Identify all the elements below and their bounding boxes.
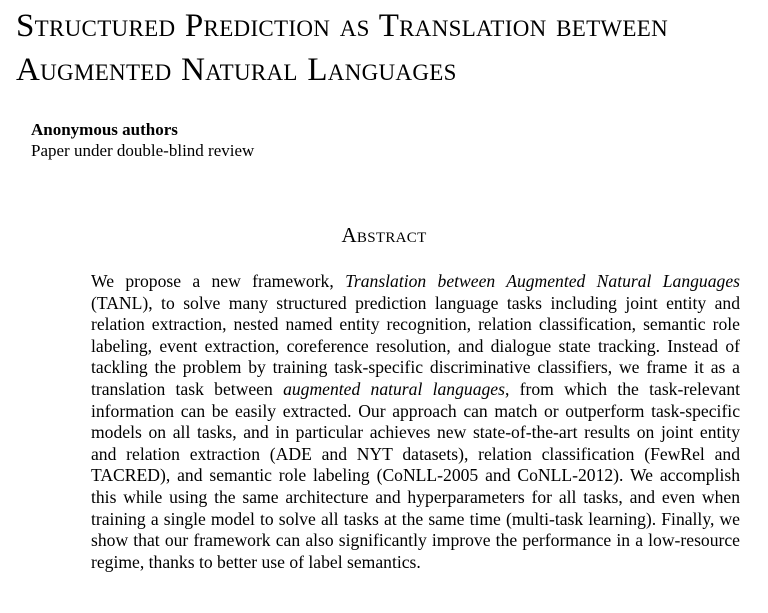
abstract-sentence-2: (TANL), to solve many structured prediction language tasks including joint entity and relation extraction, nested named entity recognition, relation classification, semantic role labeling, event extraction, coreference resolution, and dialogue state tracking. Instead of tackling the problem by training task-specific discriminative classifiers, we frame it as a translation task between [91, 292, 740, 399]
abstract-emphasis-augmented: augmented natural languages [283, 378, 505, 399]
abstract-sentence-3: , from which the task-relevant information can be easily extracted. Our approach can match or outperform task-specific models on all tasks, and in particular achieves new state-of-the-art results on joint entity and relation extraction (ADE and NYT datasets), relation classification (FewRel and TACRED), and semantic role labeling (CoNLL-2005 and CoNLL-2012). We accomplish this while using the same architecture and hyperparameters for all tasks, and even when training a single model to solve all tasks at the same time (multi-task learning). Finally, we show that our framework can also significantly improve the performance in a low-resource regime, thanks to better use of label semantics. [91, 378, 740, 572]
abstract-sentence-1: We propose a new framework, [91, 271, 346, 291]
abstract-heading: Abstract [341, 223, 427, 247]
review-note: Paper under double-blind review [31, 141, 255, 160]
abstract-emphasis-tanl: Translation between Augmented Natural Languages [345, 271, 740, 291]
paper-title: Structured Prediction as Translation between Augmented Natural Languages [16, 8, 669, 88]
abstract-text [91, 271, 740, 573]
author-block [31, 119, 254, 161]
author-name: Anonymous authors [31, 120, 178, 139]
